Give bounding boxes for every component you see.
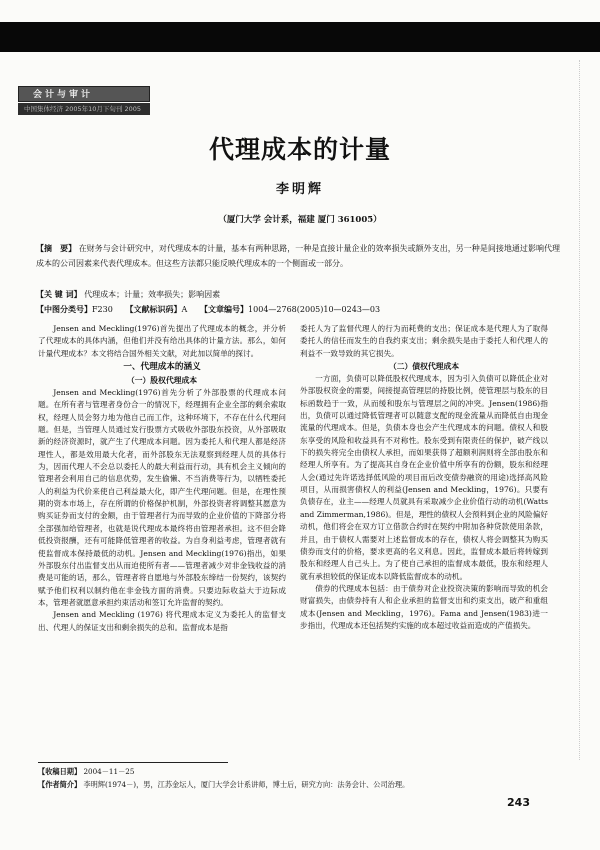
subsection-heading-equity: （一）股权代理成本 xyxy=(126,376,198,386)
article-author: 李明辉 xyxy=(275,182,324,197)
section-badge: 会计与审计 xyxy=(18,86,150,102)
body-paragraph: Jensen and Meckling (1976) 将代理成本定义为委托人的监督支出、代理人的保证支出和剩余损失的总和。监督成本是指 xyxy=(38,610,286,632)
keywords xyxy=(36,287,560,302)
body-paragraph: Jensen and Meckling(1976)首先分析了外部股票的代理成本问题。在所有者与管理者身份合一的情况下，经理拥有企业全部的剩余索取权，经理人员会努力地为他自己而工作，这种环境下，不存在什么代理问题。但是，当管理人员通过发行股票方式吸收外部股东投资，从外部吸取新的经济资源时，就产生了代理成本问题。因为委托人和代理人都是经济理性人，都是效用最大化者，而外部股东无法观察到经理人员的具体行为，因而代理人不会总以委托人的最大利益而行动，具有机会主义倾向的管理者会利用自己的信息优势，发生偷懒、不当消费等行为，以牺牲委托人的利益为代价来使自己利益最大化，即产生代理问题。但是，在理性预期的资本市场上，存在所谓的价格保护机制，外部投资者将调整其愿意为购买证券而支付的金额，由于管理者行为而导致的企业价值的下降部分将全部强加给管理者，也就是说代理成本最终将由管理者承担。这不但会降低投资报酬，还有可能降低管理者的收益。为自身利益考虑，管理者就有使监督成本保持最低的动机。Jensen and Meckling(1976)指出，如果外部股东付出监督支出从而迫使所有者——管理者减少对非金钱收益的消费是可能的话，那么，管理者将自愿地与外部股东缔结一份契约，该契约赋予他们权利以制约他在非金钱方面的消费。只要边际收益大于边际成本，管理者就愿意承担约束活动和签订允许监督的契约。 xyxy=(38,388,286,607)
issue-badge: 中国集体经济 2005年10月下旬刊 2005 xyxy=(18,103,150,115)
author-bio xyxy=(38,779,409,790)
author-bio-label: 【作者简介】 xyxy=(38,780,82,789)
keywords-label: 【关 键 词】 xyxy=(36,289,82,299)
received-label: 【收稿日期】 xyxy=(38,767,82,776)
subsection-heading-debt: （二）债权代理成本 xyxy=(388,362,460,372)
body-paragraph: 委托人为了监督代理人的行为而耗费的支出；保证成本是代理人为了取得委托人的信任而发生的自我约束支出；剩余损失是由于委托人和代理人的利益不一致导致的其它损失。 xyxy=(300,324,548,358)
author-bio-text: 李明辉(1974－)，男，江苏金坛人，厦门大学会计系讲师，博士后，研究方向：法务会计、公司治理。 xyxy=(83,780,410,789)
page-number: 243 xyxy=(507,796,530,809)
section-heading-1: 一、代理成本的涵义 xyxy=(123,362,201,373)
classification-row xyxy=(36,302,560,317)
abstract xyxy=(36,241,560,271)
abstract-label: 【摘 要】 xyxy=(36,243,77,253)
intro-paragraph: Jensen and Meckling(1976)首先提出了代理成本的概念，并分析了代理成本的具体内涵，但他们并没有给出具体的计量方法。那么，如何计量代理成本？本文将结合国外相关文献，对此加以简单的探讨。 xyxy=(38,324,286,358)
footnote-divider xyxy=(38,762,228,763)
article-title: 代理成本的计量 xyxy=(208,135,391,164)
clc-value: F230 xyxy=(92,305,113,314)
article-number-label: 【文章编号】 xyxy=(200,304,249,314)
body-paragraph: 一方面，负债可以降低股权代理成本，因为引入负债可以降低企业对外部股权资金的需要，间接提高管理层的持股比例，使管理层与股东的目标函数趋于一致，从而缓和股东与管理层之间的冲突。Jensen(1986)指出，负债可以通过降低管理者可以随意支配的现金流量从而降低自由现金流量的代理成本。但是，负债本身也会产生代理成本的问题。债权人和股东享受的风险和收益具有不对称性。股东受到有限责任的保护，破产线以下的损失将完全由债权人承担，而如果获得了超额利润则将全部由股东和经理人所享有。为了提高其自身在企业价值中所享有的份额，股东和经理人会(通过先许诺选择低风险的项目而后改变债券融资的用途)选择高风险项目，从而损害债权人的利益(Jensen and Meckling，1976)。只要有负债存在，业主——经理人员就具有采取减少企业价值行动的动机(Watts and Zimmerman,1986)。但是，理性的债权人会预料到企业的风险偏好动机，他们将会在双方订立借款合约时在契约中附加各种贷款使用条款，并且，由于债权人需要对上述监督成本的存在，债权人将会调整其为购买债券而支付的价格，要求更高的名义利息。因此，监督成本最后将转嫁到股东和经理人自己头上。为了使自己承担的监督成本最低，股东和经理人就有承担较低的保证成本以降低监督成本的动机。 xyxy=(300,374,548,581)
body-left-column xyxy=(38,323,286,634)
article-number-value: 1004—2768(2005)10—0243—03 xyxy=(248,305,381,314)
received-value: 2004－11－25 xyxy=(83,767,135,776)
clc-label: 【中图分类号】 xyxy=(36,304,92,314)
body-right-column xyxy=(300,323,548,632)
top-black-band xyxy=(0,22,600,52)
keywords-text: 代理成本；计量；效率损失；影响因素 xyxy=(84,290,221,299)
body-paragraph: 债券的代理成本包括：由于债券对企业投资决策的影响而导致的机会财富损失，由债券持有人和企业承担的监督支出和约束支出，破产和重组成本(Jensen and Meckling，1976)。Fama and Jensen(1983)进一步指出，代理成本还包括契约实施的成本超过收益而造成的产值损失。 xyxy=(300,583,548,630)
abstract-text: 在财务与会计研究中，对代理成本的计量，基本有两种思路，一种是直接计量企业的效率损失或额外支出，另一种是间接地通过影响代理成本的公司因素来代表代理成本。但这些方法都只能反映代理成本的一个侧面或一部分。 xyxy=(36,244,561,268)
author-affiliation: （厦门大学 会计系，福建 厦门 361005） xyxy=(218,215,382,225)
doc-code-value: A xyxy=(181,305,188,314)
received-date xyxy=(38,766,134,777)
doc-code-label: 【文献标识码】 xyxy=(125,304,182,314)
